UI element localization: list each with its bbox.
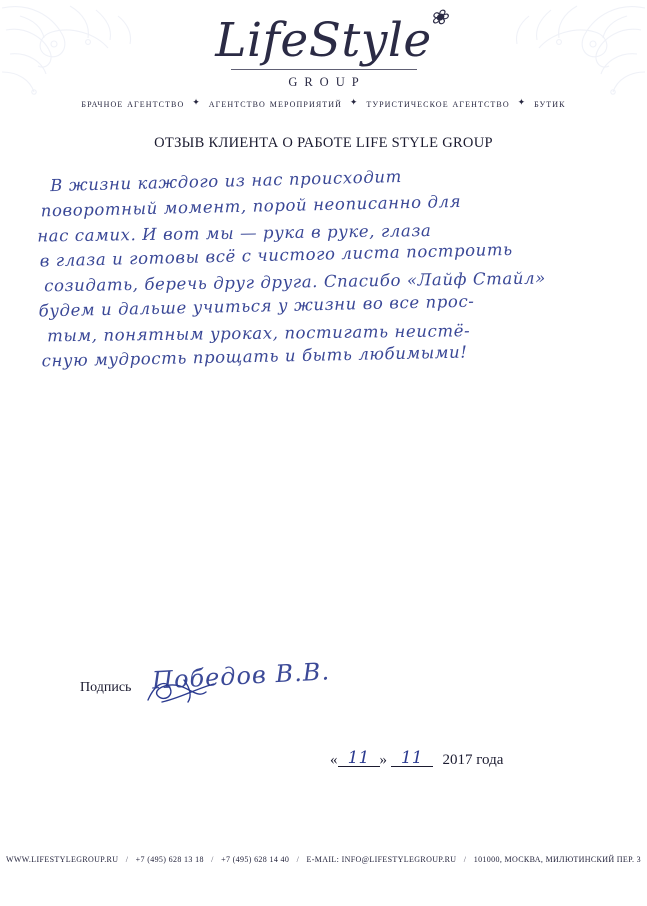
footer-phone-2: +7 (495) 628 14 40 bbox=[221, 855, 290, 864]
handwritten-line: поворотный момент, порой неописанно для bbox=[40, 191, 462, 221]
logo-word-style: Style bbox=[308, 13, 432, 68]
handwritten-line: В жизни каждого из нас происходит bbox=[50, 166, 403, 196]
company-logo bbox=[0, 3, 647, 90]
service-item-3: бутик bbox=[534, 98, 566, 110]
signature-row bbox=[80, 657, 500, 712]
date-row bbox=[330, 750, 503, 769]
footer-website[interactable]: WWW.LIFESTYLEGROUP.RU bbox=[5, 855, 119, 864]
footer-email-label: E-MAIL: bbox=[306, 855, 340, 864]
butterfly-icon: ❀ bbox=[428, 3, 450, 31]
service-separator-icon-1: ✦ bbox=[349, 97, 359, 107]
date-year: 2017 bbox=[442, 752, 473, 768]
logo-divider bbox=[231, 69, 417, 70]
handwritten-line: нас самих. И вот мы — рука в руке, глаза bbox=[37, 220, 432, 246]
service-item-2: туристическое агентство bbox=[366, 98, 510, 110]
footer-separator: / bbox=[125, 855, 129, 864]
footer-phone-1: +7 (495) 628 13 18 bbox=[135, 855, 204, 864]
date-month: 11 bbox=[391, 750, 433, 767]
logo-group-word: GROUP bbox=[288, 75, 366, 90]
handwritten-review-text bbox=[36, 163, 612, 384]
service-separator-icon-2: ✦ bbox=[517, 97, 527, 107]
date-open-quote: « bbox=[330, 752, 338, 768]
date-year-suffix: года bbox=[476, 752, 504, 768]
date-close-quote: » bbox=[379, 752, 387, 768]
signature-label: Подпись bbox=[80, 680, 132, 695]
handwritten-line: тым, понятным уроках, постигать неистё- bbox=[47, 321, 471, 346]
page-title: ОТЗЫВ КЛИЕНТА О РАБОТЕ LIFE STYLE GROUP bbox=[154, 135, 493, 151]
service-item-1: агентство мероприятий bbox=[208, 98, 342, 110]
footer-separator: / bbox=[296, 855, 300, 864]
service-item-0: брачное агентство bbox=[81, 98, 185, 110]
footer-email[interactable]: INFO@LIFESTYLEGROUP.RU bbox=[341, 855, 457, 864]
handwritten-line: сную мудрость прощать и быть любимыми! bbox=[41, 342, 468, 371]
logo-word-life: Life bbox=[215, 13, 309, 68]
handwritten-line: созидать, беречь друг друга. Спасибо «Лайф Стайл» bbox=[44, 268, 547, 296]
footer-separator: / bbox=[211, 855, 214, 864]
date-day: 11 bbox=[338, 750, 380, 767]
service-separator-icon-0: ✦ bbox=[192, 97, 201, 107]
services-strip bbox=[0, 97, 647, 110]
footer-address: 101000, МОСКВА, МИЛЮТИНСКИЙ ПЕР. 3 bbox=[473, 855, 642, 864]
handwritten-line: в глаза и готовы всё с чистого листа построить bbox=[39, 239, 513, 271]
footer-separator: / bbox=[463, 855, 467, 864]
footer-contacts bbox=[0, 855, 647, 864]
logo-wordmark bbox=[215, 3, 450, 68]
signature-handwritten-name: Победов В.В. bbox=[151, 657, 331, 695]
handwritten-line: будем и дальше учиться у жизни во все прос- bbox=[38, 291, 475, 321]
